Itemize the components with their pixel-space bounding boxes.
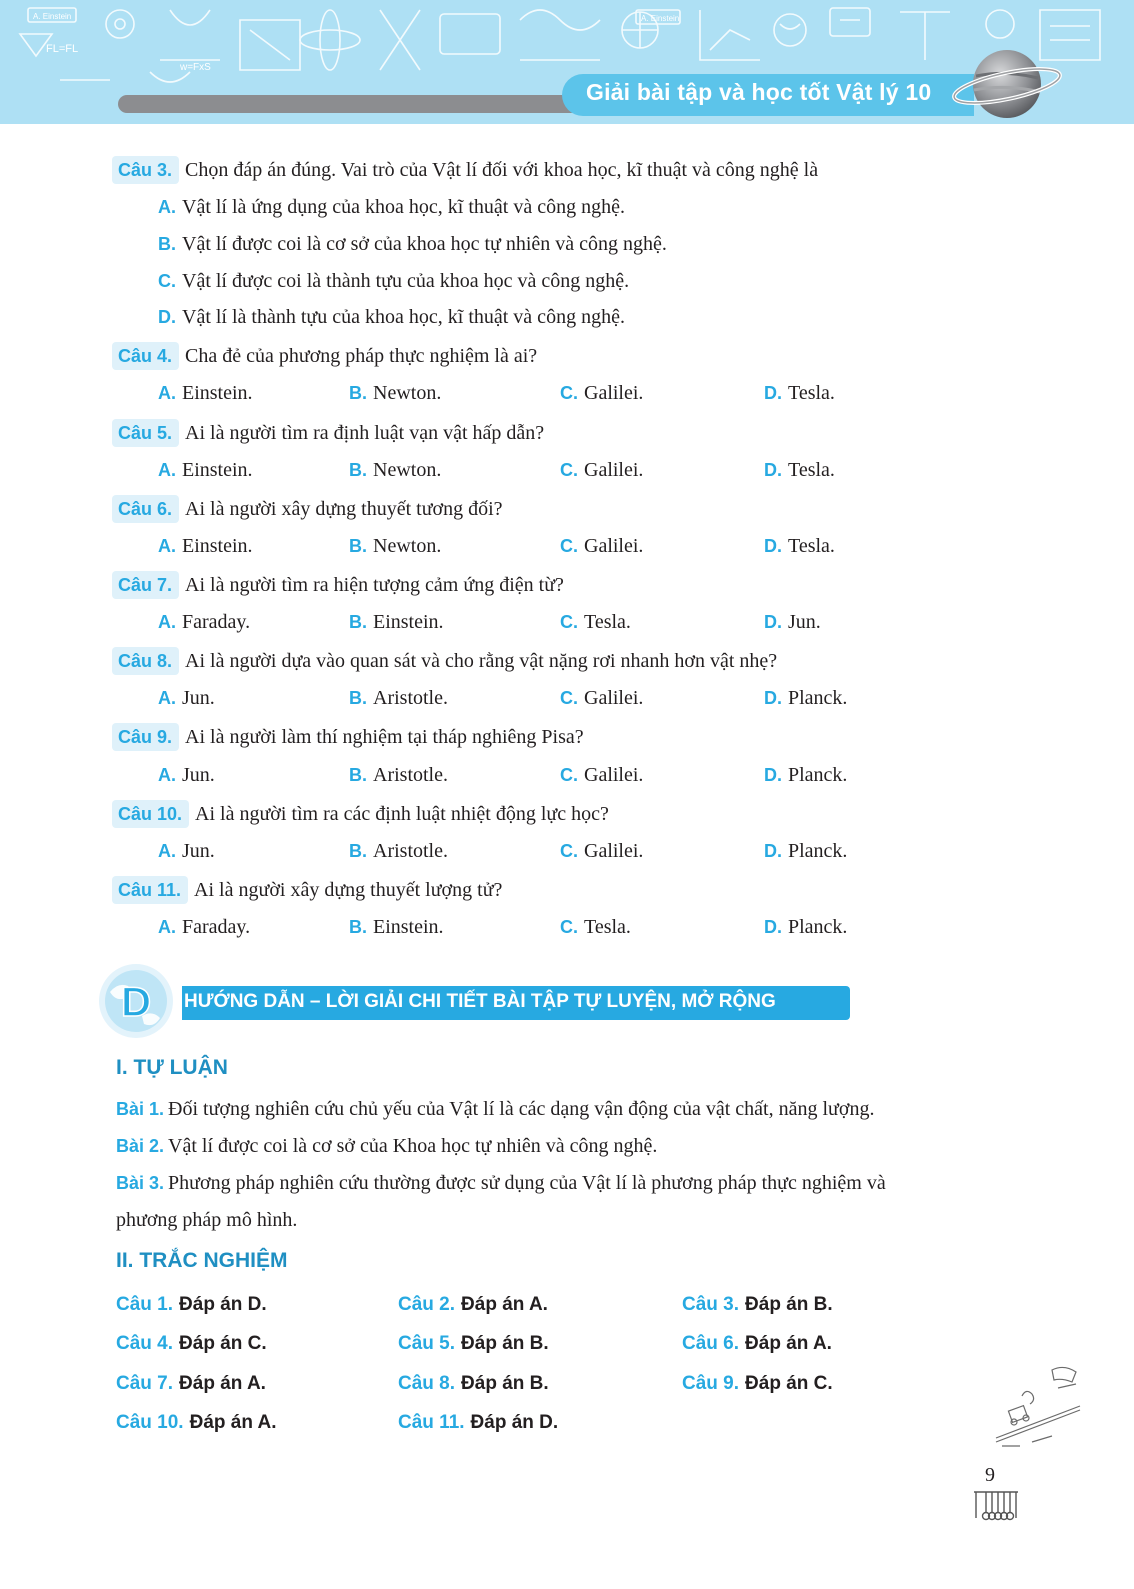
option-c bbox=[560, 608, 631, 636]
question-text: Cha đẻ của phương pháp thực nghiệm là ai? bbox=[185, 345, 538, 367]
answer-item bbox=[398, 1412, 558, 1434]
answer-item bbox=[398, 1373, 549, 1395]
option-text: Jun. bbox=[182, 764, 215, 786]
option-letter: A. bbox=[158, 841, 176, 861]
option-text: Galilei. bbox=[584, 687, 644, 709]
question-text: Ai là người xây dựng thuyết tương đối? bbox=[185, 498, 503, 520]
section-d-title: HƯỚNG DẪN – LỜI GIẢI CHI TIẾT BÀI TẬP TỰ LUYỆN, MỞ RỘNG bbox=[184, 991, 776, 1012]
option-letter: D. bbox=[764, 383, 782, 403]
answer-item bbox=[116, 1373, 266, 1395]
book-title: Giải bài tập và học tốt Vật lý 10 bbox=[586, 79, 932, 105]
answer-label: Câu 1. bbox=[116, 1294, 174, 1315]
option-letter: A. bbox=[158, 688, 176, 708]
answer-value: Đáp án D. bbox=[470, 1412, 559, 1433]
option-text: Tesla. bbox=[584, 611, 631, 633]
option-text: Tesla. bbox=[584, 916, 631, 938]
option-letter: D. bbox=[764, 612, 782, 632]
part-1-heading: I. TỰ LUẬN bbox=[116, 1056, 228, 1079]
option-text: Galilei. bbox=[584, 764, 644, 786]
option-a bbox=[158, 684, 215, 712]
option-text: Aristotle. bbox=[373, 687, 448, 709]
option-text: Tesla. bbox=[788, 535, 835, 557]
option-letter: B. bbox=[349, 460, 367, 480]
answer-value: Đáp án B. bbox=[461, 1333, 549, 1354]
question-4 bbox=[112, 342, 537, 370]
option-letter: D. bbox=[764, 688, 782, 708]
option-text: Einstein. bbox=[182, 535, 253, 557]
option-d bbox=[764, 608, 821, 636]
option-b bbox=[349, 913, 444, 941]
option-text: Faraday. bbox=[182, 611, 251, 633]
question-label: Câu 9. bbox=[112, 723, 179, 751]
option-b bbox=[349, 379, 441, 407]
option-c bbox=[560, 761, 643, 789]
option-letter: A. bbox=[158, 612, 176, 632]
answer-item bbox=[116, 1333, 267, 1355]
option-text: Jun. bbox=[182, 840, 215, 862]
answer-value: Đáp án A. bbox=[745, 1333, 832, 1354]
question-label: Câu 6. bbox=[112, 495, 179, 523]
option-text: Jun. bbox=[788, 611, 821, 633]
option-text: Einstein. bbox=[373, 611, 444, 633]
option-text: Vật lí là thành tựu của khoa học, kĩ thuật và công nghệ. bbox=[182, 306, 625, 328]
question-label: Câu 7. bbox=[112, 571, 179, 599]
option-text: Vật lí là ứng dụng của khoa học, kĩ thuật và công nghệ. bbox=[182, 196, 625, 218]
option-letter: C. bbox=[560, 383, 578, 403]
option-letter: C. bbox=[560, 460, 578, 480]
option-c bbox=[560, 532, 643, 560]
question-5 bbox=[112, 419, 544, 447]
answer-label: Câu 5. bbox=[398, 1333, 456, 1354]
option-text: Vật lí được coi là cơ sở của khoa học tự nhiên và công nghệ. bbox=[182, 233, 667, 255]
answer-value: Đáp án A. bbox=[179, 1373, 266, 1394]
answer-label: Câu 6. bbox=[682, 1333, 740, 1354]
option-b bbox=[349, 532, 441, 560]
option-text: Tesla. bbox=[788, 382, 835, 404]
question-text: Ai là người dựa vào quan sát và cho rằng vật nặng rơi nhanh hơn vật nhẹ? bbox=[185, 650, 778, 672]
question-label: Câu 3. bbox=[112, 156, 179, 184]
question-8 bbox=[112, 647, 777, 675]
answer-label: Câu 11. bbox=[398, 1412, 465, 1433]
answer-label: Câu 7. bbox=[116, 1373, 174, 1394]
option-a bbox=[158, 913, 250, 941]
answer-value: Đáp án D. bbox=[179, 1294, 267, 1315]
option-d bbox=[764, 913, 847, 941]
option-text: Planck. bbox=[788, 840, 848, 862]
option-letter: A. bbox=[158, 383, 176, 403]
option-letter: D. bbox=[764, 460, 782, 480]
question-text: Ai là người xây dựng thuyết lượng tử? bbox=[194, 879, 503, 901]
option-text: Aristotle. bbox=[373, 840, 448, 862]
option-letter: A. bbox=[158, 917, 176, 937]
bai-text-continued: phương pháp mô hình. bbox=[116, 1209, 298, 1231]
header-banner bbox=[0, 0, 1134, 124]
bai-2 bbox=[116, 1132, 657, 1160]
option-letter: B. bbox=[349, 688, 367, 708]
option-text: Einstein. bbox=[373, 916, 444, 938]
formula-doodle-2: w=FxS bbox=[180, 62, 211, 73]
option-text: Jun. bbox=[182, 687, 215, 709]
option-d bbox=[764, 379, 835, 407]
option-c bbox=[560, 456, 643, 484]
bai-1 bbox=[116, 1095, 874, 1123]
page-number: 9 bbox=[985, 1464, 995, 1486]
answer-item bbox=[398, 1333, 549, 1355]
answer-item bbox=[682, 1373, 833, 1395]
answer-value: Đáp án A. bbox=[461, 1294, 548, 1315]
option-letter: C. bbox=[560, 688, 578, 708]
answer-item bbox=[116, 1412, 277, 1434]
option-d bbox=[764, 761, 847, 789]
bai-3 bbox=[116, 1169, 886, 1197]
option-letter: A. bbox=[158, 536, 176, 556]
option-d bbox=[764, 837, 847, 865]
question-6 bbox=[112, 495, 503, 523]
option-letter: D. bbox=[764, 917, 782, 937]
question-text: Ai là người tìm ra các định luật nhiệt động lực học? bbox=[195, 803, 609, 825]
bai-3-continued bbox=[116, 1206, 297, 1234]
option-text: Einstein. bbox=[182, 459, 253, 481]
bai-text: Vật lí được coi là cơ sở của Khoa học tự nhiên và công nghệ. bbox=[168, 1135, 658, 1157]
option-letter: D. bbox=[764, 536, 782, 556]
option-a bbox=[158, 456, 253, 484]
question-text: Ai là người tìm ra định luật vạn vật hấp dẫn? bbox=[185, 422, 545, 444]
bai-label: Bài 1. bbox=[116, 1099, 165, 1119]
answer-item bbox=[398, 1294, 548, 1316]
answer-value: Đáp án B. bbox=[745, 1294, 833, 1315]
option-letter: A. bbox=[158, 460, 176, 480]
option-text: Newton. bbox=[373, 535, 442, 557]
option-b bbox=[349, 608, 444, 636]
answer-label: Câu 10. bbox=[116, 1412, 184, 1433]
question-7 bbox=[112, 571, 564, 599]
question-label: Câu 5. bbox=[112, 419, 179, 447]
question-9 bbox=[112, 723, 584, 751]
header-gray-bar bbox=[118, 95, 578, 113]
answer-item bbox=[682, 1294, 833, 1316]
question-3 bbox=[112, 156, 818, 184]
einstein-doodle-label-2: A. Einstein bbox=[641, 14, 680, 23]
bai-text: Phương pháp nghiên cứu thường được sử dụng của Vật lí là phương pháp thực nghiệm và bbox=[168, 1172, 886, 1194]
option-b bbox=[349, 456, 441, 484]
option-letter: B. bbox=[349, 917, 367, 937]
question-11 bbox=[112, 876, 502, 904]
planet-icon bbox=[952, 40, 1062, 124]
option-text: Galilei. bbox=[584, 382, 644, 404]
answer-value: Đáp án B. bbox=[461, 1373, 549, 1394]
option-c bbox=[560, 913, 631, 941]
bai-text: Đối tượng nghiên cứu chủ yếu của Vật lí là các dạng vận động của vật chất, năng lượng. bbox=[168, 1098, 875, 1120]
question-text: Chọn đáp án đúng. Vai trò của Vật lí đối với khoa học, kĩ thuật và công nghệ là bbox=[185, 159, 819, 181]
option-text: Tesla. bbox=[788, 459, 835, 481]
option-text: Galilei. bbox=[584, 840, 644, 862]
option-letter: B. bbox=[349, 765, 367, 785]
option-d bbox=[764, 532, 835, 560]
answer-label: Câu 2. bbox=[398, 1294, 456, 1315]
option-letter: B. bbox=[349, 536, 367, 556]
option-text: Galilei. bbox=[584, 459, 644, 481]
option-letter: A. bbox=[158, 197, 176, 217]
answer-value: Đáp án A. bbox=[189, 1412, 277, 1433]
section-d-letter: D bbox=[120, 978, 152, 1025]
answer-value: Đáp án C. bbox=[745, 1373, 833, 1394]
option-text: Einstein. bbox=[182, 382, 253, 404]
answer-item bbox=[116, 1294, 267, 1316]
option-a bbox=[158, 532, 253, 560]
answer-item bbox=[682, 1333, 832, 1355]
answer-label: Câu 4. bbox=[116, 1333, 174, 1354]
question-text: Ai là người tìm ra hiện tượng cảm ứng điện từ? bbox=[185, 574, 564, 596]
bai-label: Bài 3. bbox=[116, 1173, 165, 1193]
part-2-heading: II. TRẮC NGHIỆM bbox=[116, 1249, 288, 1272]
option-letter: C. bbox=[560, 612, 578, 632]
option-text: Planck. bbox=[788, 764, 848, 786]
section-d-badge bbox=[98, 962, 174, 1040]
question-10 bbox=[112, 800, 609, 828]
option-letter: C. bbox=[560, 536, 578, 556]
option-text: Galilei. bbox=[584, 535, 644, 557]
option-text: Newton. bbox=[373, 382, 442, 404]
option-text: Planck. bbox=[788, 916, 848, 938]
option-letter: D. bbox=[158, 307, 176, 327]
option-a bbox=[158, 608, 250, 636]
option-d bbox=[764, 456, 835, 484]
option-b bbox=[349, 684, 448, 712]
newtons-cradle-icon bbox=[970, 1488, 1022, 1528]
option-letter: C. bbox=[560, 765, 578, 785]
option-c bbox=[560, 379, 643, 407]
question-label: Câu 4. bbox=[112, 342, 179, 370]
option-letter: B. bbox=[349, 612, 367, 632]
option-text: Planck. bbox=[788, 687, 848, 709]
option-a bbox=[158, 761, 215, 789]
formula-doodle-1: FL=FL bbox=[46, 43, 79, 55]
option-letter: C. bbox=[560, 841, 578, 861]
option-b bbox=[158, 230, 667, 258]
option-letter: C. bbox=[158, 271, 176, 291]
option-b bbox=[349, 761, 448, 789]
option-letter: B. bbox=[349, 841, 367, 861]
option-letter: D. bbox=[764, 841, 782, 861]
option-text: Faraday. bbox=[182, 916, 251, 938]
option-c bbox=[158, 267, 629, 295]
option-text: Aristotle. bbox=[373, 764, 448, 786]
answer-label: Câu 3. bbox=[682, 1294, 740, 1315]
question-label: Câu 8. bbox=[112, 647, 179, 675]
question-label: Câu 10. bbox=[112, 800, 189, 828]
option-letter: D. bbox=[764, 765, 782, 785]
option-letter: B. bbox=[158, 234, 176, 254]
option-d bbox=[158, 303, 625, 331]
bai-label: Bài 2. bbox=[116, 1136, 165, 1156]
option-a bbox=[158, 379, 253, 407]
question-text: Ai là người làm thí nghiệm tại tháp nghiêng Pisa? bbox=[185, 726, 584, 748]
option-a bbox=[158, 837, 215, 865]
einstein-doodle-label: A. Einstein bbox=[33, 12, 72, 21]
answer-value: Đáp án C. bbox=[179, 1333, 267, 1354]
answer-label: Câu 8. bbox=[398, 1373, 456, 1394]
option-letter: C. bbox=[560, 917, 578, 937]
incline-cart-doodle-icon bbox=[992, 1362, 1084, 1448]
option-letter: B. bbox=[349, 383, 367, 403]
option-text: Newton. bbox=[373, 459, 442, 481]
option-text: Vật lí được coi là thành tựu của khoa học và công nghệ. bbox=[182, 270, 630, 292]
option-d bbox=[764, 684, 847, 712]
option-a bbox=[158, 193, 625, 221]
option-b bbox=[349, 837, 448, 865]
option-c bbox=[560, 684, 643, 712]
option-letter: A. bbox=[158, 765, 176, 785]
question-label: Câu 11. bbox=[112, 876, 188, 904]
answer-label: Câu 9. bbox=[682, 1373, 740, 1394]
option-c bbox=[560, 837, 643, 865]
